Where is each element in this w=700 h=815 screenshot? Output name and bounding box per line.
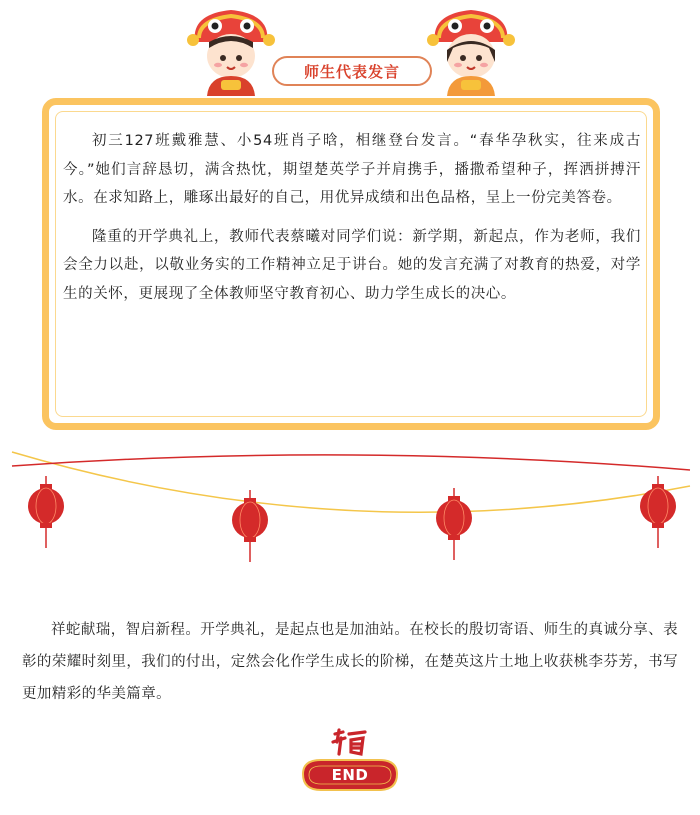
lion-dance-mascot-icon [185,4,277,96]
lantern-icon [436,488,472,560]
garland-string-red [12,455,690,470]
fu-character-icon [295,728,405,800]
closing-paragraph: 祥蛇献瑞，智启新程。开学典礼，是起点也是加油站。在校长的殷切寄语、师生的真诚分享、表彰的荣耀时刻里，我们的付出，定然会化作学生成长的阶梯，在楚英这片土地上收获桃李芬芳，书写更加精彩的华美篇章。 [22,622,678,702]
header [0,0,700,100]
card-body [63,127,641,318]
section-title-badge [272,56,432,86]
lantern-garland [0,432,700,572]
closing-section [22,614,678,720]
garland-string-yellow [12,452,690,512]
lion-dance-mascot-icon [425,4,517,96]
end-label: END [331,766,369,784]
lantern-icon [28,476,64,548]
speech-card [42,98,660,430]
card-paragraph: 初三127班戴雅慧、小54班肖子晗，相继登台发言。“春华孕秋实，往来成古今。”她们言辞恳切，满含热忱，期望楚英学子并肩携手，播撒希望种子，挥洒拼搏汗水。在求知路上，雕琢出最好的自己，用优异成绩和出色品格，呈上一份完美答卷。 [63,133,641,206]
lantern-icon [640,476,676,548]
end-badge [295,728,405,800]
section-title: 师生代表发言 [303,62,400,81]
card-paragraph: 隆重的开学典礼上，教师代表蔡曦对同学们说：新学期，新起点，作为老师，我们会全力以赴，以敬业务实的工作精神立足于讲台。她的发言充满了对教育的热爱，对学生的关怀，更展现了全体教师坚守教育初心、助力学生成长的决心。 [63,228,641,302]
